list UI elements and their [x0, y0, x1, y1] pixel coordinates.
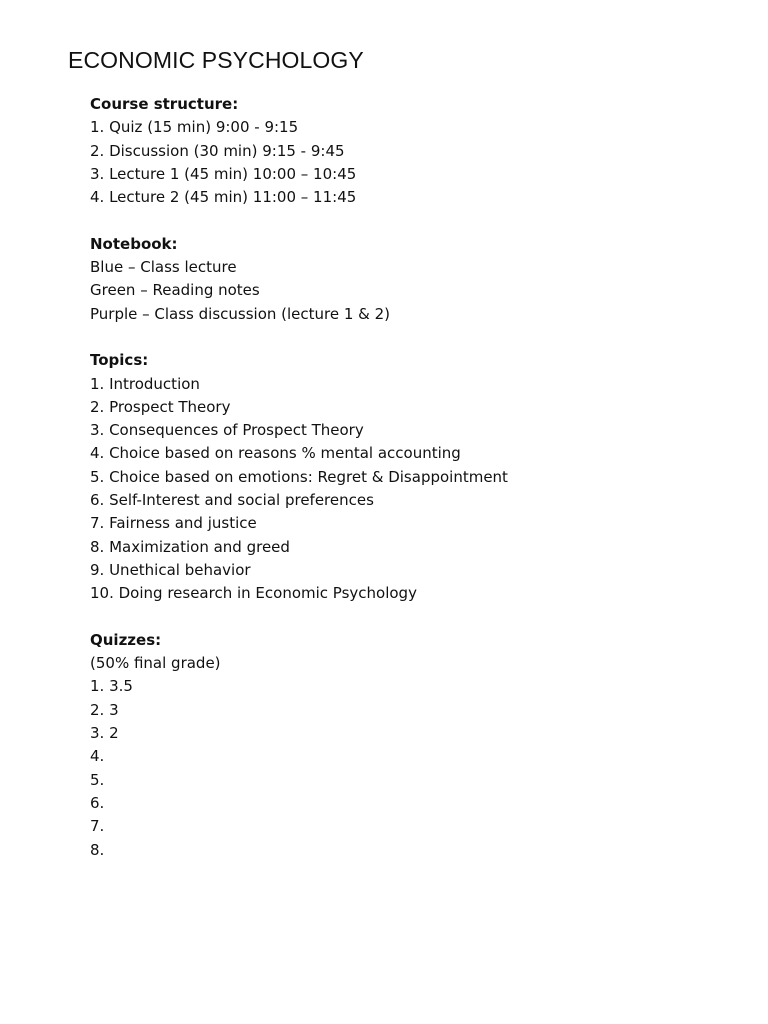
section-course-structure — [90, 93, 750, 209]
section-heading: Course structure: — [90, 95, 239, 113]
list-item: 8. Maximization and greed — [90, 537, 290, 556]
topics-list — [90, 373, 750, 606]
list-item: 3. 2 — [90, 724, 119, 743]
list-item: 9. Unethical behavior — [90, 560, 251, 579]
list-item: 2. Discussion (30 min) 9:15 - 9:45 — [90, 141, 345, 160]
list-item: 4. Lecture 2 (45 min) 11:00 – 11:45 — [90, 188, 357, 207]
notebook-list — [90, 256, 750, 326]
document-body — [90, 93, 750, 885]
list-item: 5. Choice based on emotions: Regret & Disappointment — [90, 467, 508, 486]
list-item: 8. — [90, 840, 105, 859]
list-item: 4. Choice based on reasons % mental accounting — [90, 444, 461, 463]
list-item: 10. Doing research in Economic Psychology — [90, 584, 417, 603]
section-heading: Notebook: — [90, 234, 178, 253]
list-item: 6. Self-Interest and social preferences — [90, 491, 374, 510]
list-item: Green – Reading notes — [90, 281, 260, 300]
section-quizzes — [90, 629, 750, 862]
list-item: Purple – Class discussion (lecture 1 & 2) — [90, 304, 391, 323]
list-item: 4. — [90, 747, 105, 766]
section-topics — [90, 349, 750, 605]
list-item: 2. Prospect Theory — [90, 397, 231, 416]
course-structure-list — [90, 116, 750, 209]
list-item: 5. — [90, 770, 105, 789]
list-item: 1. Introduction — [90, 374, 200, 393]
list-item: 1. Quiz (15 min) 9:00 - 9:15 — [90, 118, 299, 137]
list-item: 7. — [90, 817, 105, 836]
document-title: ECONOMIC PSYCHOLOGY — [68, 47, 364, 73]
list-item: 7. Fairness and justice — [90, 514, 257, 533]
quizzes-list — [90, 652, 750, 862]
list-item: 2. 3 — [90, 700, 119, 719]
section-heading: Quizzes: — [90, 630, 162, 649]
list-item: 1. 3.5 — [90, 677, 133, 696]
section-notebook — [90, 233, 750, 326]
list-item: 6. — [90, 793, 105, 812]
section-heading: Topics: — [90, 351, 149, 370]
list-item: Blue – Class lecture — [90, 258, 237, 277]
list-item: 3. Consequences of Prospect Theory — [90, 421, 364, 440]
list-item: 3. Lecture 1 (45 min) 10:00 – 10:45 — [90, 164, 357, 183]
list-item: (50% final grade) — [90, 654, 221, 673]
